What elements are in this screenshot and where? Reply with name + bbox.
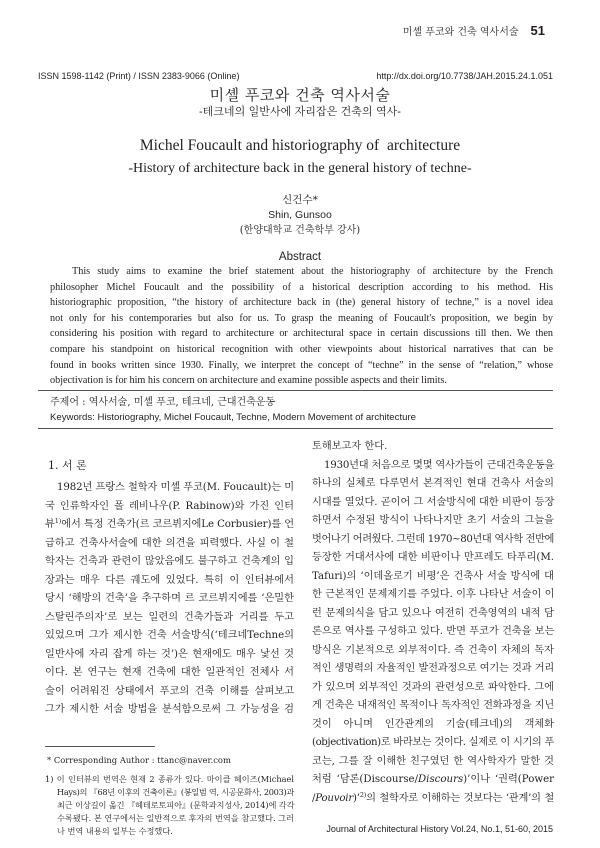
- running-header: [403, 24, 545, 40]
- keywords-english: Keywords: Historiography, Michel Foucault, Techne, Modern Movement of architecture: [50, 412, 416, 423]
- right-column-body: [312, 438, 554, 808]
- footnote-rule: [45, 746, 155, 747]
- body-text-line: 벗어나기 어려웠다. 그런데 1970~80년대 역사학 전반에: [312, 533, 554, 545]
- body-text-line: 런 문제의식을 담고 있으나 여전히 건축영역의 내적 담: [312, 607, 554, 619]
- abstract-body: [50, 264, 553, 389]
- text-segment: )’: [353, 792, 360, 804]
- abstract-line: This study aims to examine the brief statement about the historiography of architecture by the French: [72, 266, 553, 277]
- body-text-line: 당시 ‘해방의 건축’을 추구하며 르 코르뷔지에를 ‘은밀한: [45, 593, 294, 604]
- abstract-line: objectivation is for him his concern on architecture and examine possible aspects and their limits.: [50, 375, 447, 387]
- body-text-line: 국 인류학자인 폴 레비나우(P. Rabinow)와 가진 인터: [45, 500, 294, 512]
- body-text-line: 1982년 프랑스 철학자 미셸 푸코(M. Foucault)는 미: [57, 482, 294, 493]
- running-header-title: 미셸 푸코와 건축 역사서술: [402, 27, 519, 38]
- body-text-line: [312, 771, 554, 790]
- text-segment: /: [312, 792, 316, 804]
- korean-subtitle: -테크네의 일반사에 자리잡은 건축의 역사-: [198, 105, 402, 118]
- italic-term: Discours: [418, 774, 464, 785]
- body-text-line: 적인 생명력의 자율적인 발전과정으로 여기는 것과 거리: [312, 663, 554, 674]
- korean-title: 미셸 푸코와 건축 역사서술: [209, 86, 391, 104]
- body-text-line: [312, 790, 554, 809]
- body-text-line: 이다. 본 연구는 현재 건축에 대한 일관적인 전체사 서: [45, 667, 294, 678]
- abstract-line: philosopher Michel Foucault and the possibility of a historical description according to his method. His: [50, 281, 553, 293]
- corresponding-author-note: * Corresponding Author : ttanc@naver.com: [47, 755, 231, 765]
- text-segment: )’이나 ‘권력(Power: [463, 774, 554, 785]
- text-segment: 의 철학자로 이해하는 것보다는 ‘관계’의 철: [366, 792, 554, 804]
- body-text-line: [45, 516, 294, 535]
- issn-line: ISSN 1598-1142 (Print) / ISSN 2383-9066 (Online): [38, 71, 240, 81]
- body-text-line: 장과는 매우 다른 궤도에 있었다. 특히 이 인터뷰에서: [45, 574, 294, 586]
- body-text-line: 1930년대 처음으로 몇몇 역사가들이 근대건축운동을: [324, 459, 555, 471]
- english-subtitle: -History of architecture back in the general history of techne-: [128, 161, 472, 176]
- italic-term: Pouvoir: [315, 792, 353, 804]
- body-text-line: 술이 어려워진 상태에서 푸코의 건축 이해를 살펴보고: [45, 685, 294, 697]
- keywords-bottom-rule: [38, 428, 553, 429]
- footnote-1: [45, 773, 294, 838]
- footnote-marker: 2): [359, 790, 367, 799]
- body-text-line: 하면서 수정된 방식이 나타나지만 초기 서술의 그늘을: [312, 515, 554, 526]
- abstract-line: historiographic proposition, “the history of architecture back in (the) general history of techne,” is a novel idea: [50, 297, 553, 309]
- keywords-korean: 주제어 : 역사서술, 미셸 푸코, 테크네, 근대건축운동: [50, 397, 276, 408]
- section-heading: 1. 서 론: [48, 459, 87, 472]
- author-korean-name: 신건수*: [282, 194, 318, 206]
- body-text-line: 가 있으며 외부적인 것과의 관련성으로 파악한다. 그에: [312, 681, 554, 693]
- abstract-line: found in books written since 1930. Finally, we interpret the concept of “techne” in the sense of “relation,” whose: [50, 359, 553, 371]
- body-text-line: 스탈린주의자’로 보는 일련의 건축가들과 거리를 두고: [45, 611, 294, 623]
- footnote-line: Hays)의 『68년 이후의 건축이론』(봉일범 역, 시공문화사, 2003)과: [57, 787, 294, 797]
- abstract-line: considering his position with regard to architecture or architectural space in certain discussions till then. We then: [50, 328, 553, 340]
- footnote-line: 최근 이상길이 옮긴 『헤테로토피아』(문학과지성사, 2014)에 각각: [57, 800, 295, 810]
- body-text-line: 토해보고자 한다.: [312, 441, 388, 452]
- abstract-line: not only for his contemporaries but also for us. To grasp the meaning of Foucault's proposition, we begin by: [50, 312, 553, 324]
- abstract-heading: Abstract: [278, 251, 322, 263]
- doi-line: http://dx.doi.org/10.7738/JAH.2015.24.1.051: [376, 71, 553, 81]
- author-english-name: Shin, Gunsoo: [268, 209, 332, 221]
- abstract-line: compare his standpoint on historical recognition with other viewpoints about historical narratives that can be: [50, 343, 553, 355]
- footnote-line: 나 번역 내용의 일부는 수정했다.: [57, 826, 173, 836]
- footnote-marker: 1): [54, 517, 62, 525]
- body-text-line: 한 근본적인 문제제기를 주었다. 이후 나타난 서술이 이: [312, 589, 555, 600]
- body-text-line: 시대를 열었다. 곧이어 그 서술방식에 대한 비판이 등장: [312, 496, 555, 508]
- body-text-line: 게 건축은 내재적인 목적이나 독자적인 전화과정을 지닌: [312, 700, 554, 711]
- keywords-top-rule: [38, 390, 553, 391]
- body-text-line: 코는, 그를 잘 이해한 친구였던 한 역사학자가 말한 것: [312, 755, 554, 767]
- text-segment: 에서 특정 건축가(르 코르뷔지에Le Corbusier)를 언: [61, 519, 294, 530]
- page-number: 51: [530, 23, 545, 38]
- text-segment: 처럼 ‘담론(Discourse/: [312, 774, 419, 785]
- text-segment: 뷰: [45, 519, 55, 530]
- journal-footer: Journal of Architectural History Vol.24, No.1, 51-60, 2015: [326, 824, 553, 834]
- body-text-line: 방식은 기본적으로 외부적이다. 즉 건축이 자체의 독자: [312, 644, 554, 656]
- left-column-body: [45, 479, 294, 720]
- footnote-line: 수록됐다. 본 연구에서는 일반적으로 후자의 번역을 참고했다. 그러: [57, 813, 294, 823]
- english-title: Michel Foucault and historiography of architecture: [139, 137, 461, 154]
- body-text-line: 일반사에 자리 잡게 하는 것’)은 현재에도 매우 낯선 것: [45, 648, 294, 660]
- body-text-line: 론으로 역사를 구성하고 있다. 반면 푸코가 건축을 보는: [312, 626, 555, 637]
- body-text-line: 것이 아니며 인간관계의 기술(테크네)의 객체화: [312, 718, 554, 730]
- body-text-line: Tafuri)의 ‘이데올로기 비평’은 건축사 서술 방식에 대: [312, 570, 554, 582]
- body-text-line: 급하고 건축사서술에 대한 의견을 피력했다. 사실 이 철: [45, 537, 294, 549]
- body-text-line: (objectivation)로 바라보는 것이다. 실제로 이 시기의 푸: [312, 737, 554, 748]
- body-text-line: 하나의 실체로 다루면서 본격적인 현대 건축사 서술의: [312, 478, 554, 489]
- body-text-line: 학자는 건축과 관련이 많았음에도 불구하고 건축계의 입: [45, 556, 294, 567]
- author-affiliation: (한양대학교 건축학부 강사): [239, 225, 361, 236]
- body-text-line: 그가 제시한 서술 방법을 분석함으로써 그 가능성을 검: [45, 704, 294, 715]
- footnote-line: 1) 이 인터뷰의 번역은 현재 2 종류가 있다. 마이클 헤이즈(Michael: [45, 774, 294, 784]
- body-text-line: 있었으며 그가 제시한 건축 서술방식(‘테크네Techne의: [45, 630, 294, 641]
- body-text-line: 등장한 거대서사에 대한 비판이나 만프레도 타푸리(M.: [312, 552, 554, 563]
